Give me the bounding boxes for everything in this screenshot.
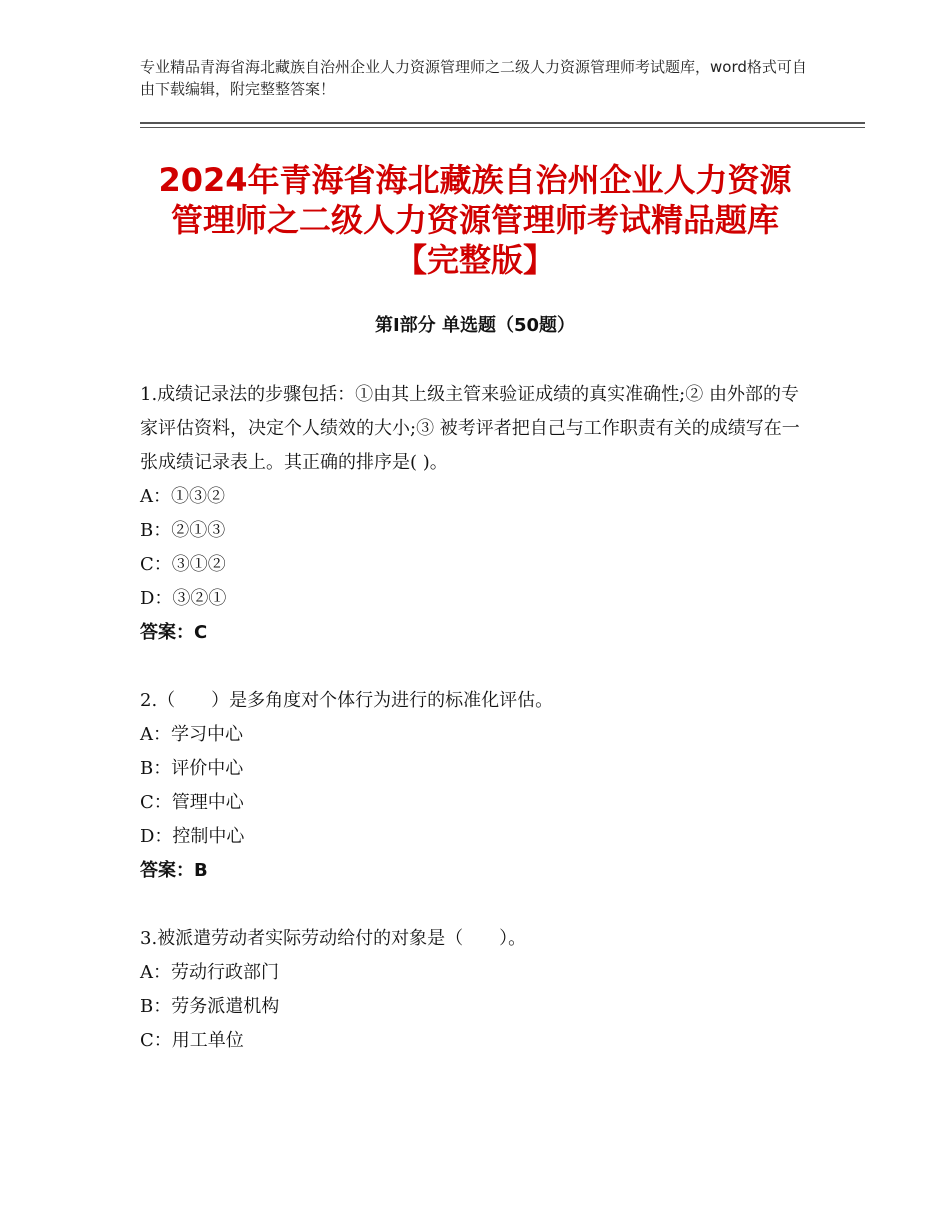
- option-c: C：用工单位: [140, 1030, 244, 1051]
- option-b: B：②①③: [140, 520, 226, 541]
- title-line-2: 管理师之二级人力资源管理师考试精品题库: [170, 201, 779, 239]
- question-stem: 1.成绩记录法的步骤包括：①由其上级主管来验证成绩的真实准确性;② 由外部的专家评估资料，决定个人绩效的大小;③ 被考评者把自己与工作职责有关的成绩写在一张成绩记录表上。其正确的排序是( )。: [140, 384, 800, 473]
- question-stem: 3.被派遣劳动者实际劳动给付的对象是（ ）。: [140, 928, 527, 949]
- option-b: B：劳务派遣机构: [140, 996, 280, 1017]
- header-rule-thick: [140, 122, 865, 124]
- section-heading: 第Ⅰ部分 单选题（50题）: [374, 315, 575, 336]
- question-list: [140, 378, 810, 1092]
- question-1: [140, 378, 810, 650]
- option-d: D：③②①: [140, 588, 227, 609]
- title-line-3: 【完整版】: [394, 241, 555, 279]
- header-rule-thin: [140, 127, 865, 128]
- answer: 答案：C: [140, 622, 208, 643]
- answer: 答案：B: [140, 860, 208, 881]
- question-stem: 2.（ ）是多角度对个体行为进行的标准化评估。: [140, 690, 554, 711]
- option-c: C：管理中心: [140, 792, 244, 813]
- option-a: A：①③②: [140, 486, 225, 507]
- option-d: D：控制中心: [140, 826, 245, 847]
- option-c: C：③①②: [140, 554, 226, 575]
- option-b: B：评价中心: [140, 758, 244, 779]
- question-3: [140, 922, 810, 1058]
- page-header-note: 专业精品青海省海北藏族自治州企业人力资源管理师之二级人力资源管理师考试题库，word格式可自由下载编辑，附完整整答案！: [140, 58, 807, 98]
- question-2: [140, 684, 810, 888]
- option-a: A：劳动行政部门: [140, 962, 279, 983]
- document-title: [120, 160, 830, 280]
- title-line-1: 2024年青海省海北藏族自治州企业人力资源: [158, 161, 792, 199]
- option-a: A：学习中心: [140, 724, 243, 745]
